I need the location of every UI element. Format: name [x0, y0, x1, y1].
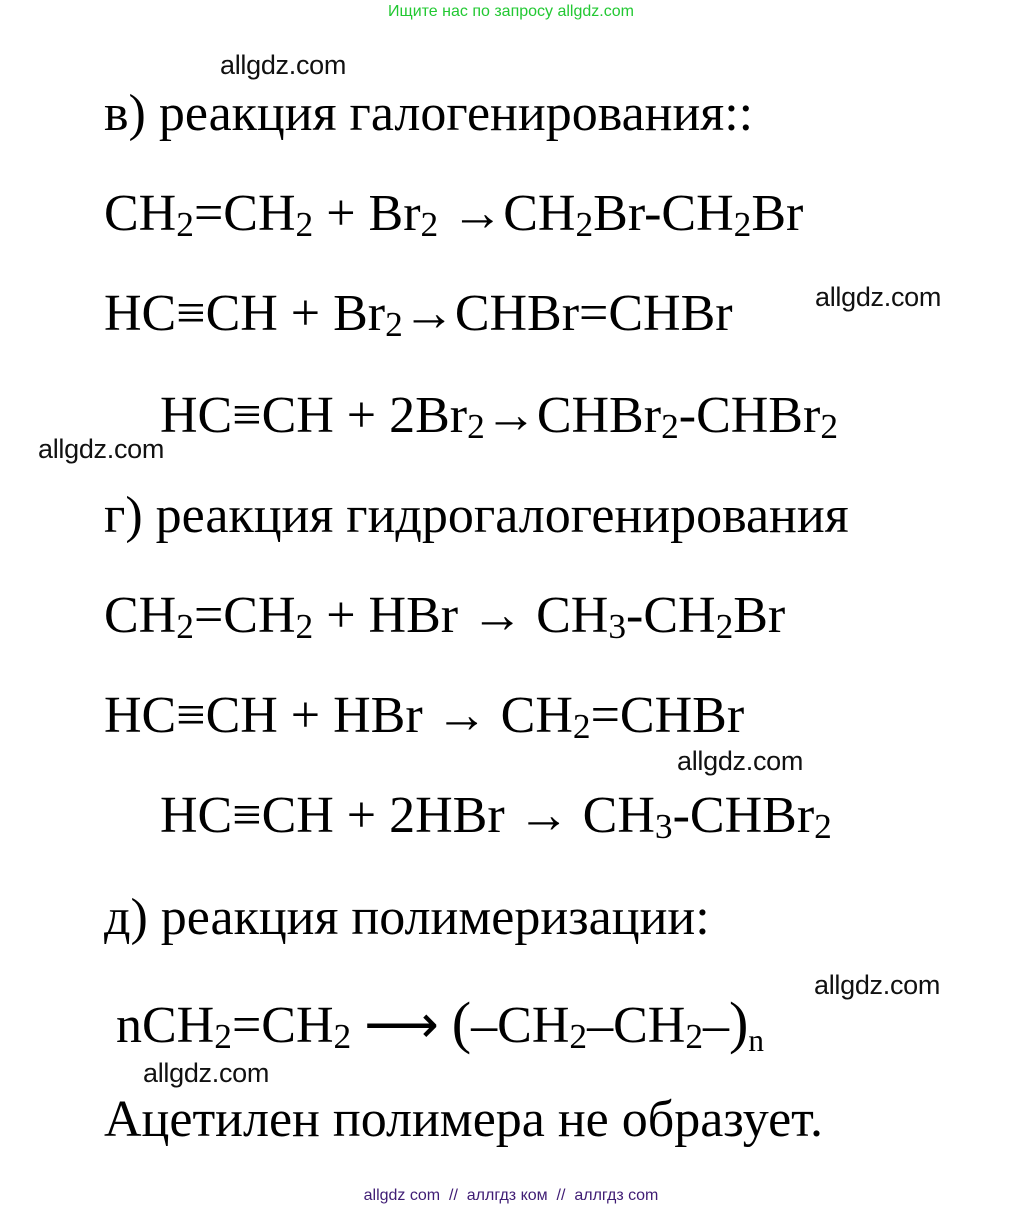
- eq-subscript: 2: [176, 204, 194, 245]
- eq-subscript: 3: [608, 606, 626, 647]
- equation-acetylene-hydrobromination-1: [104, 687, 745, 747]
- eq-close-paren: ): [729, 990, 749, 1055]
- eq-subscript: 2: [295, 204, 314, 245]
- eq-text: →CHBr: [484, 387, 662, 444]
- eq-subscript: 2: [467, 406, 485, 447]
- eq-text: HC≡CH + HBr → CH: [104, 687, 573, 744]
- eq-text: CH: [104, 185, 177, 242]
- watermark: allgdz.com: [38, 434, 165, 464]
- eq-subscript: 2: [733, 204, 752, 245]
- eq-subscript: 2: [575, 204, 594, 245]
- eq-text: HC≡CH + 2HBr → CH: [160, 787, 655, 844]
- header-search-banner: Ищите нас по запросу allgdz.com: [388, 3, 634, 20]
- eq-subscript: 2: [420, 204, 439, 245]
- eq-text: Br: [733, 587, 786, 644]
- eq-text: + Br: [313, 185, 421, 242]
- eq-text: -CH: [626, 587, 716, 644]
- eq-subscript: 2: [715, 606, 734, 647]
- eq-text: –: [703, 997, 730, 1054]
- eq-subscript: 2: [569, 1016, 588, 1057]
- eq-subscript: 2: [814, 806, 832, 847]
- eq-subscript: 2: [176, 606, 194, 647]
- footer-banner: allgdz com // аллгдз ком // аллгдз com: [363, 1187, 659, 1204]
- eq-subscript: 2: [385, 304, 403, 345]
- section-heading-hydrohalogenation: г) реакция гидрогалогенирования: [104, 487, 849, 544]
- eq-text: =CH: [193, 587, 296, 644]
- eq-text: Br: [751, 185, 804, 242]
- eq-text: -CHBr: [672, 787, 815, 844]
- section-heading-polymerization: д) реакция полимеризации:: [104, 889, 710, 946]
- eq-subscript: 2: [214, 1016, 232, 1057]
- eq-text: HC≡CH + 2Br: [160, 387, 468, 444]
- eq-text: –CH: [471, 997, 570, 1054]
- eq-arrow: ⟶: [351, 997, 452, 1054]
- eq-text: →CHBr=CHBr: [402, 285, 733, 342]
- section-heading-halogenation: в) реакция галогенирования::: [104, 85, 754, 142]
- eq-subscript: 2: [661, 406, 679, 447]
- eq-text: →CH: [438, 185, 576, 242]
- eq-text: =CH: [231, 997, 334, 1054]
- watermark: allgdz.com: [815, 282, 942, 312]
- eq-subscript: 2: [685, 1016, 704, 1057]
- acetylene-note: Ацетилен полимера не образует.: [104, 1091, 823, 1148]
- watermark: allgdz.com: [677, 746, 804, 776]
- watermark: allgdz.com: [143, 1058, 270, 1088]
- eq-text: nCH: [116, 997, 215, 1054]
- eq-subscript: 2: [572, 706, 591, 747]
- eq-subscript: 2: [820, 406, 838, 447]
- watermark: allgdz.com: [220, 50, 347, 80]
- eq-subscript: 2: [295, 606, 314, 647]
- eq-text: -CHBr: [678, 387, 821, 444]
- equation-acetylene-hydrobromination-2: [160, 787, 832, 847]
- equation-ethylene-polymerization: [116, 990, 765, 1059]
- equation-acetylene-bromination-2: [160, 387, 838, 447]
- eq-text: CH: [104, 587, 177, 644]
- eq-text: HC≡CH + Br: [104, 285, 386, 342]
- eq-text: =CH: [193, 185, 296, 242]
- eq-text: –CH: [587, 997, 686, 1054]
- eq-text: =CHBr: [590, 687, 745, 744]
- equation-acetylene-bromination-1: [104, 285, 733, 345]
- eq-subscript: 3: [654, 806, 673, 847]
- eq-subscript-n: n: [748, 1023, 765, 1059]
- eq-text: Br-CH: [593, 185, 734, 242]
- eq-subscript: 2: [333, 1016, 352, 1057]
- equation-ethylene-hydrobromination: [104, 587, 786, 647]
- watermark: allgdz.com: [814, 970, 941, 1000]
- equation-ethylene-bromination: [104, 185, 804, 245]
- eq-open-paren: (: [451, 990, 472, 1055]
- eq-text: + HBr → CH: [313, 587, 609, 644]
